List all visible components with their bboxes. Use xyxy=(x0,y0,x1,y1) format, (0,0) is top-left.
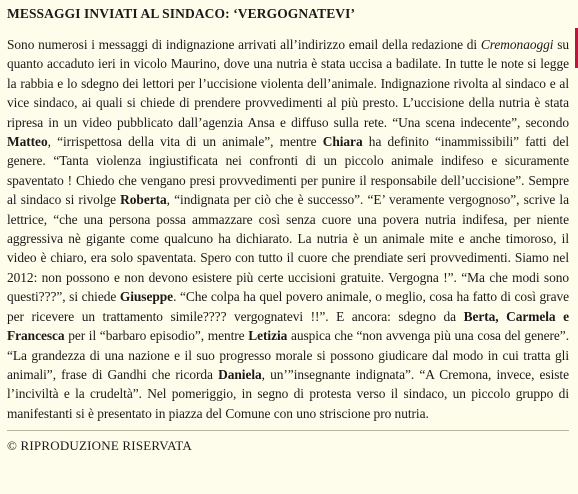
reader-name: Berta, Carmela e Francesca xyxy=(7,308,569,344)
reader-name: Daniela xyxy=(218,366,262,382)
article-body xyxy=(7,35,569,423)
reader-name: Roberta xyxy=(120,192,167,208)
publication-name: Cremonaoggi xyxy=(480,37,554,52)
reader-name: Chiara xyxy=(322,134,363,150)
article xyxy=(7,0,569,454)
body-text: , “indignata per ciò che è successo”. “E’ veramente vergognoso”, scrive la lettrice, “che una persona possa ammazzare così senza cuore una povera nutria indifesa, per niente aggressiva nè gigante come qualcuno ha dichiarato. La nutria è un animale mite e anche timoroso, il video è chiaro, era solo spaventata. Spero con tutto il cuore che prendiate seri provvedimenti. Siamo nel 2012: non possono e non devono esistere più certe uccisioni gratuite. Vergogna !”. “Ma che modi sono questi???”, si chiede xyxy=(7,192,569,305)
reader-name: Giuseppe xyxy=(119,289,174,305)
body-text: su quanto accaduto ieri in vicolo Maurino, dove una nutria è stata uccisa a badilate. In tutte le note si legge la rabbia e lo sdegno dei lettori per l’uccisione violenta dell’animale. Indignazione rivolta al sindaco e al vice sindaco, ai quali si chiede di prendere provvedimenti al più presto. L’uccisione della nutria è stata ripresa in un video pubblicato dall’agenzia Ansa e diffuso sulla rete. “Una scena indecente”, secondo xyxy=(7,37,569,130)
reader-name: Matteo xyxy=(7,134,48,150)
body-text: auspica che “non avvenga più una cosa del genere”. “La grandezza di una nazione e il suo progresso morale si possono giudicare dal modo in cui tratta gli animali”, frase di Gandhi che ricorda xyxy=(7,328,569,382)
copyright-notice: © RIPRODUZIONE RISERVATA xyxy=(7,438,192,454)
divider xyxy=(7,430,569,431)
body-text: , un’”insegnante indignata”. “A Cremona, invece, esiste l’inciviltà e la crudeltà”. Nel pomeriggio, in segno di protesta verso il sindaco, un piccolo gruppo di manifestanti si è presentato in piazza del Comune con uno striscione pro nutria. xyxy=(7,366,569,421)
article-title: MESSAGGI INVIATI AL SINDACO: ‘VERGOGNATEVI’ xyxy=(7,6,356,21)
body-text: , “irrispettosa della vita di un animale”, mentre xyxy=(47,134,323,150)
body-text: per il “barbaro episodio”, mentre xyxy=(64,328,249,344)
body-text: Sono numerosi i messaggi di indignazione arrivati all’indirizzo email della redazione di xyxy=(7,37,481,52)
body-text: . “Che colpa ha quel povero animale, o meglio, cosa ha fatto di così grave per ricevere un trattamento simile???? vergognatevi !!”. E ancora: sdegno da xyxy=(7,289,569,324)
body-text: ha definito “inammissibili” fatti del genere. “Tanta violenza ingiustificata nei confronti di un piccolo animale indifeso e sicuramente spaventato ! Chiedo che vengano presi provvedimenti per punire il responsabile dell’uccisione”. Sempre al sindaco si rivolge xyxy=(7,134,569,208)
reader-name: Letizia xyxy=(248,328,288,344)
